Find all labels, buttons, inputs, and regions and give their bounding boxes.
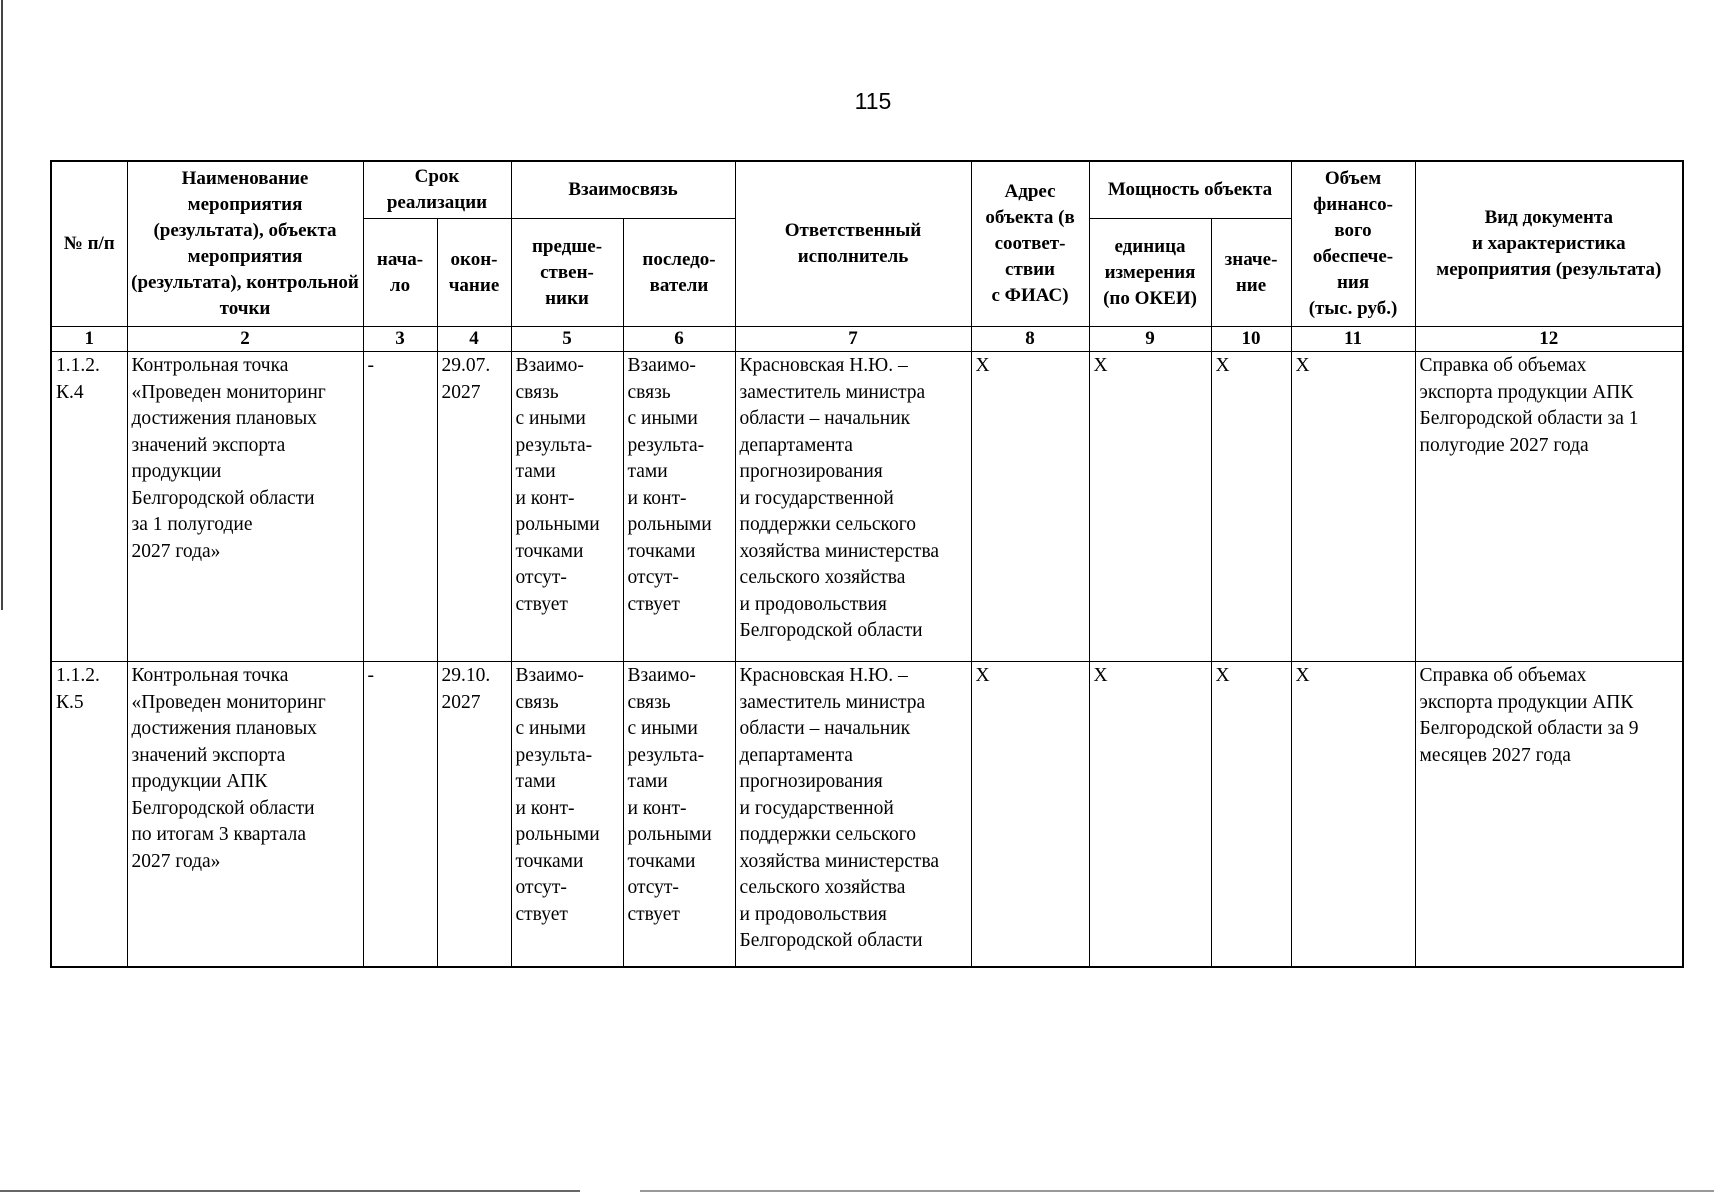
- scan-bottom-line: [0, 1190, 580, 1192]
- column-number: 4: [437, 327, 511, 352]
- column-number: 6: [623, 327, 735, 352]
- cell-name: Контрольная точка «Проведен мониторинг достижения плановых значений экспорта продукции Белгородской области за 1 полугодие 2027 года»: [127, 352, 363, 662]
- table-row: [51, 662, 1683, 967]
- header-link: Взаимосвязь: [511, 161, 735, 219]
- cell-finance: Х: [1291, 352, 1415, 662]
- column-number: 12: [1415, 327, 1683, 352]
- header-responsible: Ответственный исполнитель: [735, 161, 971, 327]
- column-number: 10: [1211, 327, 1291, 352]
- column-number: 11: [1291, 327, 1415, 352]
- cell-next: Взаимо- связь с иными результа- тами и конт- рольными точками отсут- ствует: [623, 662, 735, 967]
- cell-address: Х: [971, 352, 1089, 662]
- column-number: 2: [127, 327, 363, 352]
- header-capacity-value: значе- ние: [1211, 219, 1291, 327]
- cell-num: 1.1.2. К.5: [51, 662, 127, 967]
- cell-unit: Х: [1089, 352, 1211, 662]
- cell-document: Справка об объемах экспорта продукции АПК Белгородской области за 1 полугодие 2027 года: [1415, 352, 1683, 662]
- header-term: Срок реализации: [363, 161, 511, 219]
- cell-start: -: [363, 352, 437, 662]
- table-row: [51, 352, 1683, 662]
- cell-start: -: [363, 662, 437, 967]
- header-link-next: последо- ватели: [623, 219, 735, 327]
- header-document: Вид документа и характеристика мероприятия (результата): [1415, 161, 1683, 327]
- cell-responsible: Красновская Н.Ю. – заместитель министра области – начальник департамента прогнозирования и государственной поддержки сельского хозяйства министерства сельского хозяйства и продовольствия Белгородской области: [735, 662, 971, 967]
- header-capacity-unit: единица измерения (по ОКЕИ): [1089, 219, 1211, 327]
- cell-unit: Х: [1089, 662, 1211, 967]
- cell-name: Контрольная точка «Проведен мониторинг достижения плановых значений экспорта продукции АПК Белгородской области по итогам 3 квартала 2027 года»: [127, 662, 363, 967]
- cell-num: 1.1.2. К.4: [51, 352, 127, 662]
- cell-finance: Х: [1291, 662, 1415, 967]
- header-name: Наименование мероприятия (результата), объекта мероприятия (результата), контрольной точки: [127, 161, 363, 327]
- cell-end: 29.10. 2027: [437, 662, 511, 967]
- column-number: 8: [971, 327, 1089, 352]
- cell-responsible: Красновская Н.Ю. – заместитель министра области – начальник департамента прогнозирования и государственной поддержки сельского хозяйства министерства сельского хозяйства и продовольствия Белгородской области: [735, 352, 971, 662]
- cell-document: Справка об объемах экспорта продукции АПК Белгородской области за 9 месяцев 2027 года: [1415, 662, 1683, 967]
- scan-bottom-line: [640, 1190, 1714, 1192]
- header-term-end: окон- чание: [437, 219, 511, 327]
- cell-value: Х: [1211, 662, 1291, 967]
- column-number: 3: [363, 327, 437, 352]
- column-number: 9: [1089, 327, 1211, 352]
- header-num: № п/п: [51, 161, 127, 327]
- column-number: 5: [511, 327, 623, 352]
- cell-end: 29.07. 2027: [437, 352, 511, 662]
- column-number: 1: [51, 327, 127, 352]
- header-capacity: Мощность объекта: [1089, 161, 1291, 219]
- header-link-prev: предше- ствен- ники: [511, 219, 623, 327]
- header-term-start: нача- ло: [363, 219, 437, 327]
- plan-table: [50, 160, 1684, 968]
- header-finance: Объем финансо- вого обеспече- ния (тыс. руб.): [1291, 161, 1415, 327]
- column-number: 7: [735, 327, 971, 352]
- header-address: Адрес объекта (в соответ- ствии с ФИАС): [971, 161, 1089, 327]
- cell-next: Взаимо- связь с иными результа- тами и конт- рольными точками отсут- ствует: [623, 352, 735, 662]
- cell-value: Х: [1211, 352, 1291, 662]
- cell-prev: Взаимо- связь с иными результа- тами и конт- рольными точками отсут- ствует: [511, 352, 623, 662]
- page-number: 115: [854, 88, 892, 114]
- column-numbers-row: [51, 327, 1683, 352]
- cell-prev: Взаимо- связь с иными результа- тами и конт- рольными точками отсут- ствует: [511, 662, 623, 967]
- cell-address: Х: [971, 662, 1089, 967]
